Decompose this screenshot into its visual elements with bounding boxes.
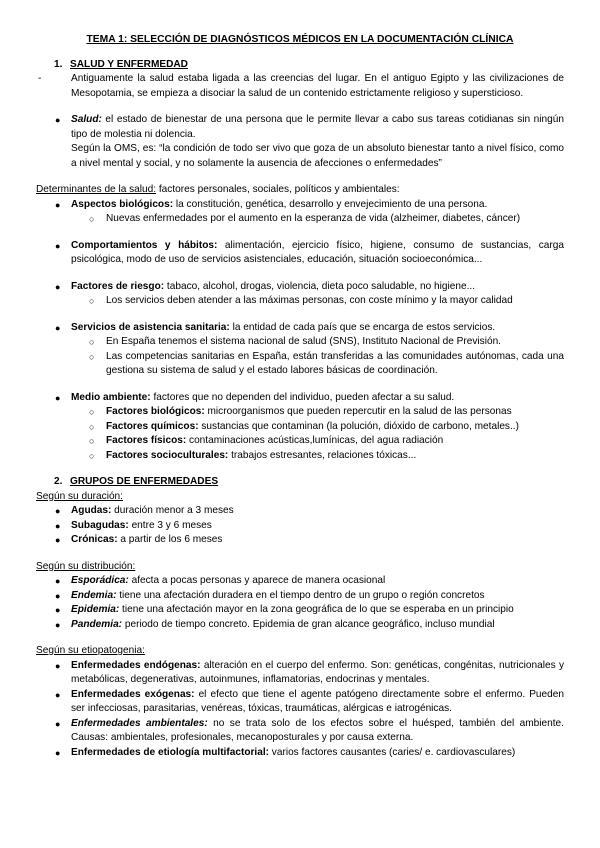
distribucion-term: Esporádica:	[71, 575, 129, 586]
sub-item	[36, 405, 564, 420]
oms-definition: Según la OMS, es: “la condición de todo ser vivo que goza de un absoluto bienestar tanto a nivel físico, como a nivel mental y social, y no solamente la ausencia de afecciones o enfermedades”	[71, 143, 564, 169]
intro-paragraph	[36, 72, 564, 101]
determinantes-text: factores personales, sociales, políticos y ambientales:	[156, 184, 400, 195]
medio-sub-term: Factores biológicos:	[106, 406, 205, 417]
distribucion-text: tiene una afectación duradera en el tiempo dentro de un grupo o región concretos	[116, 589, 485, 601]
list-item	[36, 533, 564, 548]
document-title: TEMA 1: SELECCIÓN DE DIAGNÓSTICOS MÉDICOS EN LA DOCUMENTACIÓN CLÍNICA	[86, 34, 514, 45]
comport-term: Comportamientos y hábitos:	[71, 239, 218, 251]
servicios-text: la entidad de cada país que se encarga de estos servicios.	[229, 321, 496, 333]
determinantes-label: Determinantes de la salud:	[36, 184, 157, 195]
aspectos-sub: Nuevas enfermedades por el aumento en la esperanza de vida (alzheimer, diabetes, cáncer)	[106, 213, 521, 224]
circle-bullet-icon: ○	[89, 407, 95, 417]
distribucion-text: periodo de tiempo concreto. Epidemia de gran alcance geográfico, incluso mundial	[122, 618, 495, 630]
circle-bullet-icon: ○	[89, 436, 95, 446]
list-item	[36, 321, 564, 336]
sub-item	[36, 350, 564, 379]
list-item	[36, 239, 564, 268]
sub-item	[36, 449, 564, 464]
riesgo-text: tabaco, alcohol, drogas, violencia, dieta poco saludable, no higiene...	[164, 280, 476, 292]
sub-item	[36, 294, 564, 309]
list-item	[36, 519, 564, 534]
section1-title: SALUD Y ENFERMEDAD	[70, 58, 188, 70]
duracion-term: Agudas:	[71, 505, 112, 516]
aspectos-term: Aspectos biológicos:	[71, 198, 174, 210]
circle-bullet-icon: ○	[89, 337, 95, 347]
circle-bullet-icon: ○	[89, 351, 95, 362]
list-item	[36, 618, 564, 633]
distribucion-term: Epidemia:	[71, 604, 120, 615]
etio-term: Enfermedades exógenas:	[71, 688, 195, 700]
etio-term: Enfermedades de etiología multifactorial:	[71, 746, 269, 758]
duracion-label: Según su duración:	[36, 490, 123, 502]
etio-text: no se trata solo de los efectos sobre el huésped, también del ambiente. Causas: ambientales, profesionales, mecanoposturales y por causa externa.	[71, 717, 564, 743]
section1-number: 1.	[54, 58, 63, 70]
list-item	[36, 280, 564, 295]
distribucion-term: Pandemia:	[71, 618, 123, 630]
servicios-term: Servicios de asistencia sanitaria:	[71, 321, 230, 333]
bullet-icon: ●	[55, 520, 61, 531]
etio-label: Según su etiopatogenia:	[36, 645, 145, 656]
list-item	[36, 198, 564, 213]
servicios-sub2: Las competencias sanitarias en España, están transferidas a las comunidades autónomas, cada una gestiona su sistema de salud y el estado labores básicas de coordinación.	[106, 350, 564, 376]
list-item	[36, 589, 564, 604]
list-item	[36, 574, 564, 589]
list-item	[36, 504, 564, 519]
bullet-icon: ●	[55, 718, 61, 729]
distribucion-term: Endemia:	[71, 589, 117, 601]
duracion-text: a partir de los 6 meses	[117, 534, 223, 545]
distribucion-label: Según su distribución:	[36, 560, 136, 572]
etio-term: Enfermedades endógenas:	[71, 659, 201, 671]
section2-number: 2.	[54, 476, 63, 487]
bullet-icon: ●	[55, 392, 61, 403]
circle-bullet-icon: ○	[89, 421, 95, 432]
bullet-icon: ●	[55, 322, 61, 333]
list-item	[36, 391, 564, 406]
bullet-icon: ●	[55, 605, 61, 615]
dash-marker: -	[38, 73, 42, 84]
etio-term: Enfermedades ambientales:	[71, 717, 208, 729]
etio-text: alteración en el cuerpo del enfermo. Son: genéticas, congénitas, nutricionales y metabólicas, degenerativas, autoinmunes, inflamatorias, endocrinas y mentales.	[71, 659, 564, 685]
bullet-icon: ●	[55, 240, 61, 251]
medio-sub-text: microorganismos que pueden repercutir en la salud de las personas	[204, 406, 512, 417]
duracion-term: Subagudas:	[71, 519, 129, 531]
bullet-icon: ●	[55, 576, 61, 586]
section2-title: GRUPOS DE ENFERMEDADES	[70, 476, 219, 487]
salud-def: el estado de bienestar de una persona que le permite llevar a cabo sus tareas cotidianas sin ningún tipo de molestia ni dolencia.	[71, 114, 564, 140]
list-item	[36, 688, 564, 717]
section2-heading	[54, 475, 564, 490]
bullet-icon: ●	[55, 535, 61, 545]
medio-term: Medio ambiente:	[71, 391, 151, 403]
sub-item	[36, 335, 564, 350]
circle-bullet-icon: ○	[89, 450, 95, 461]
medio-sub-term: Factores socioculturales:	[106, 449, 229, 461]
servicios-sub1: En España tenemos el sistema nacional de salud (SNS), Instituto Nacional de Previsión.	[106, 336, 501, 347]
medio-sub-text: contaminaciones acústicas,lumínicas, del agua radiación	[186, 435, 444, 446]
medio-sub-text: sustancias que contaminan (la polución, dióxido de carbono, metales..)	[198, 420, 519, 432]
distribucion-text: tiene una afectación mayor en la zona geográfica de lo que se esperaba en un principio	[119, 604, 514, 615]
distribucion-text: afecta a pocas personas y aparece de manera ocasional	[128, 575, 386, 586]
sub-item	[36, 420, 564, 435]
bullet-icon: ●	[55, 281, 61, 292]
sub-item	[36, 212, 564, 227]
salud-definition	[36, 113, 564, 142]
list-item	[36, 746, 564, 761]
salud-term: Salud:	[71, 114, 102, 125]
etio-text: varios factores causantes (caries/ e. cardiovasculares)	[269, 746, 516, 758]
duracion-text: duración menor a 3 meses	[111, 505, 234, 516]
bullet-icon: ●	[55, 660, 61, 671]
bullet-icon: ●	[55, 590, 61, 601]
section1-heading	[54, 58, 564, 73]
aspectos-text: la constitución, genética, desarrollo y envejecimiento de una persona.	[173, 198, 488, 210]
bullet-icon: ●	[55, 506, 61, 516]
list-item	[36, 659, 564, 688]
sub-item	[36, 434, 564, 449]
medio-sub-term: Factores químicos:	[106, 420, 199, 432]
circle-bullet-icon: ○	[89, 214, 95, 224]
duracion-term: Crónicas:	[71, 534, 118, 545]
comport-text: alimentación, ejercicio físico, higiene, consumo de sustancias, carga psicológica, modo de uso de servicios asistenciales, educación, situación socioeconómica...	[71, 239, 564, 265]
duracion-text: entre 3 y 6 meses	[128, 519, 212, 531]
determinantes-line	[36, 183, 564, 198]
bullet-icon: ●	[55, 619, 61, 630]
bullet-icon: ●	[55, 689, 61, 700]
circle-bullet-icon: ○	[89, 296, 95, 306]
bullet-icon: ●	[55, 199, 61, 210]
riesgo-sub: Los servicios deben atender a las máximas personas, con coste mínimo y la mayor calidad	[106, 295, 513, 306]
intro-text: Antiguamente la salud estaba ligada a las creencias del lugar. En el antiguo Egipto y las civilizaciones de Mesopotamia, se empieza a disociar la salud de un contenido estrictamente religioso y supersticioso.	[71, 73, 564, 99]
medio-sub-text: trabajos estresantes, relaciones tóxicas...	[228, 449, 417, 461]
medio-sub-term: Factores físicos:	[106, 435, 187, 446]
bullet-icon: ●	[55, 115, 61, 125]
list-item	[36, 717, 564, 746]
riesgo-term: Factores de riesgo:	[71, 280, 165, 292]
etio-text: el efecto que tiene el agente patógeno directamente sobre el enfermo. Pueden ser infecciosas, parasitarias, venéreas, tóxicas, traumáticas, alérgicas e iatrogénicas.	[71, 688, 564, 714]
bullet-icon: ●	[55, 747, 61, 758]
medio-text: factores que no dependen del individuo, pueden afectar a su salud.	[150, 391, 455, 403]
list-item	[36, 603, 564, 618]
